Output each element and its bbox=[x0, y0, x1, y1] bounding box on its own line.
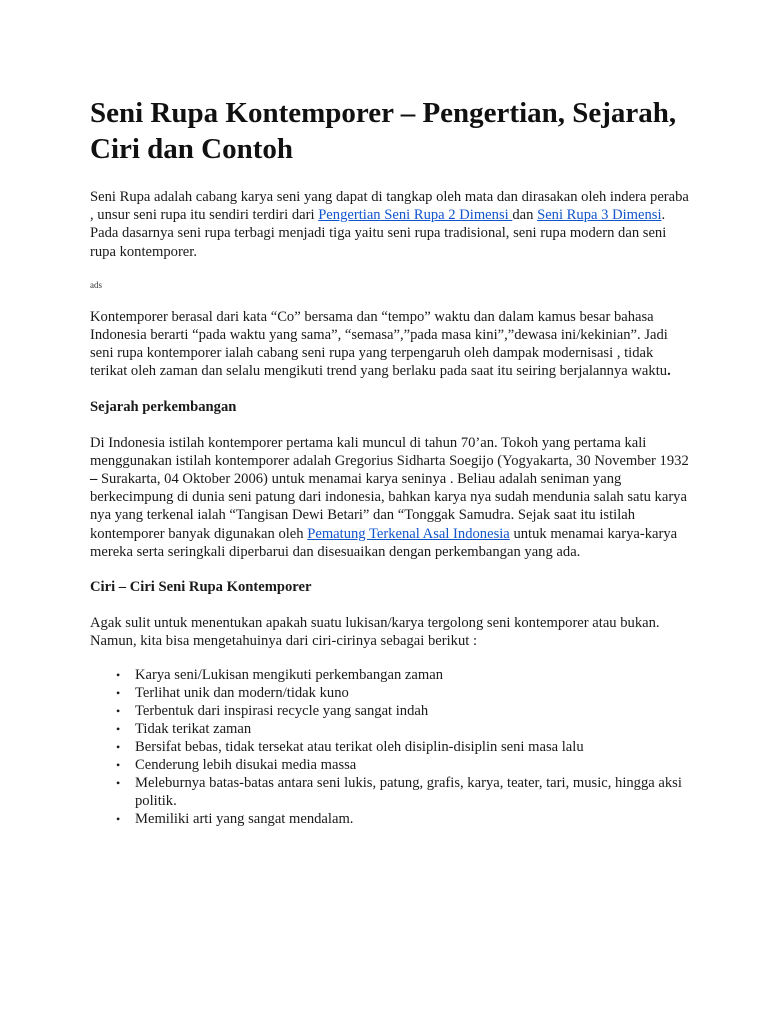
intro-paragraph bbox=[90, 188, 690, 261]
bullet-icon: • bbox=[116, 740, 121, 755]
bullet-icon: • bbox=[116, 722, 121, 737]
heading-sejarah: Sejarah perkembangan bbox=[90, 398, 237, 415]
intro-text: Seni Rupa adalah cabang karya seni yang dapat di tangkap oleh mata dan dirasakan oleh indera peraba , unsur seni rupa itu sendiri terdiri dari bbox=[90, 189, 689, 224]
list-item bbox=[116, 666, 690, 684]
bullet-icon: • bbox=[116, 812, 121, 827]
list-item bbox=[116, 756, 690, 774]
list-item-text: Meleburnya batas-batas antara seni lukis, patung, grafis, karya, teater, tari, music, hingga aksi politik. bbox=[135, 775, 682, 810]
bullet-icon: • bbox=[116, 668, 121, 683]
heading-ciri: Ciri – Ciri Seni Rupa Kontemporer bbox=[90, 579, 312, 596]
list-item-text: Cenderung lebih disukai media massa bbox=[135, 757, 357, 774]
bullet-icon: • bbox=[116, 686, 121, 701]
link-seni-rupa-2-dimensi[interactable]: Pengertian Seni Rupa 2 Dimensi bbox=[318, 207, 513, 224]
history-dash: – bbox=[90, 471, 98, 488]
list-item-text: Bersifat bebas, tidak tersekat atau terikat oleh disiplin-disiplin seni masa lalu bbox=[135, 739, 584, 756]
list-item bbox=[116, 720, 690, 738]
document-page bbox=[90, 95, 690, 828]
traits-list bbox=[90, 666, 690, 828]
bullet-icon: • bbox=[116, 704, 121, 719]
list-item-text: Terlihat unik dan modern/tidak kuno bbox=[135, 685, 349, 702]
list-item-text: Terbentuk dari inspirasi recycle yang sangat indah bbox=[135, 703, 429, 720]
history-text: untuk menamai karya-karya mereka serta seringkali diperbarui dan disesuaikan dengan perkembangan yang ada. bbox=[90, 525, 678, 560]
ads-label: ads bbox=[90, 279, 102, 290]
bullet-icon: • bbox=[116, 776, 121, 791]
list-item-text: Memiliki arti yang sangat mendalam. bbox=[135, 811, 354, 828]
history-paragraph bbox=[90, 434, 690, 561]
list-item bbox=[116, 684, 690, 702]
list-item bbox=[116, 738, 690, 756]
link-seni-rupa-3-dimensi[interactable]: Seni Rupa 3 Dimensi bbox=[537, 207, 662, 224]
history-text: Di Indonesia istilah kontemporer pertama kali muncul di tahun 70’an. Tokoh yang pertama kali menggunakan istilah kontemporer adalah Gregorius Sidharta Soegijo (Yogyakarta, 30 November 1932 bbox=[90, 434, 689, 469]
list-item bbox=[116, 774, 690, 810]
intro-text: dan bbox=[512, 207, 538, 224]
bullet-icon: • bbox=[116, 758, 121, 773]
list-item bbox=[116, 702, 690, 720]
page-title: Seni Rupa Kontemporer – Pengertian, Sejarah, Ciri dan Contoh bbox=[90, 97, 677, 165]
traits-intro: Agak sulit untuk menentukan apakah suatu lukisan/karya tergolong seni kontemporer atau bukan. Namun, kita bisa mengetahuinya dari ciri-cirinya sebagai berikut : bbox=[90, 615, 660, 650]
history-text: Surakarta, 04 Oktober 2006) untuk menamai karya seninya . Beliau adalah seniman yang berkecimpung di dunia seni patung dari indonesia, bahkan karya nya sudah mendunia salah satu karya nya yang terkenal ialah “Tangisan Dewi Betari” dan “Tonggak Samudra. Sejak saat itu istilah kontemporer banyak digunakan oleh bbox=[90, 471, 687, 542]
list-item bbox=[116, 810, 690, 828]
list-item-text: Karya seni/Lukisan mengikuti perkembangan zaman bbox=[135, 667, 443, 684]
definition-end: . bbox=[667, 363, 671, 380]
link-pematung-terkenal[interactable]: Pematung Terkenal Asal Indonesia bbox=[307, 525, 510, 542]
definition-text: Kontemporer berasal dari kata “Co” bersama dan “tempo” waktu dan dalam kamus besar bahasa Indonesia berarti “pada waktu yang sama”, “semasa”,”pada masa kini”,”dewasa ini/kekinian”. Jadi seni rupa kontemporer ialah cabang seni rupa yang terpengaruh oleh dampak modernisasi , tidak terikat oleh zaman dan selalu mengikuti trend yang berlaku pada saat itu seiring berjalannya waktu bbox=[90, 308, 668, 380]
list-item-text: Tidak terikat zaman bbox=[135, 721, 252, 738]
definition-paragraph bbox=[90, 308, 690, 381]
intro-text: . Pada dasarnya seni rupa terbagi menjadi tiga yaitu seni rupa tradisional, seni rupa modern dan seni rupa kontemporer. bbox=[90, 207, 667, 260]
